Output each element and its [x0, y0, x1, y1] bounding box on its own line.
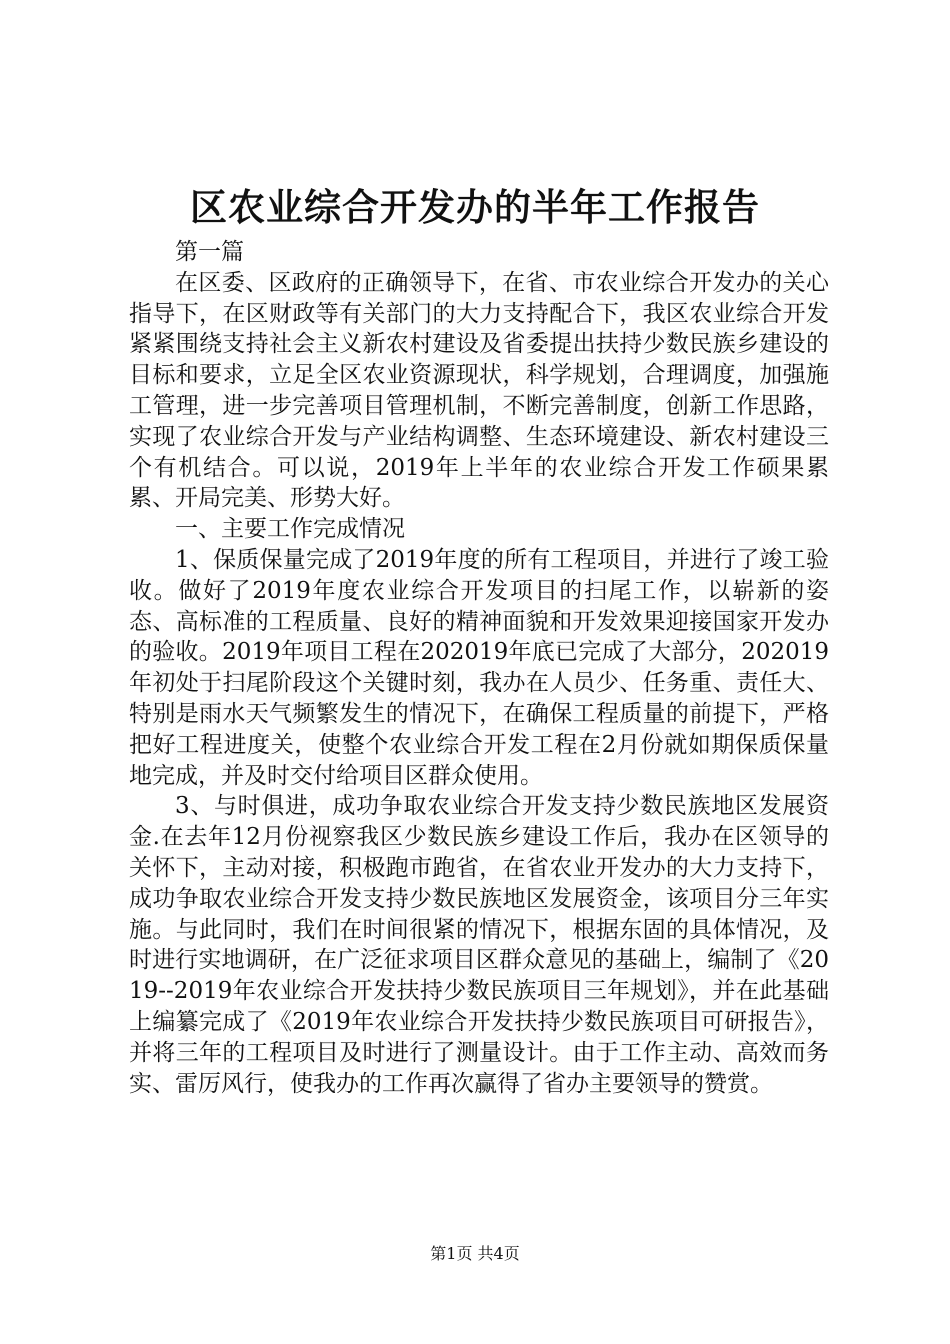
- document-body: [129, 237, 829, 1099]
- section-heading: 第一篇: [175, 239, 244, 265]
- body-paragraph: 1、保质保量完成了2019年度的所有工程项目，并进行了竣工验收。做好了2019年度农业综合开发项目的扫尾工作，以崭新的姿态、高标准的工程质量、良好的精神面貌和开发效果迎接国家开发办的验收。2019年项目工程在202019年底已完成了大部分，202019年初处于扫尾阶段这个关键时刻，我办在人员少、任务重、责任大、特别是雨水天气频繁发生的情况下，在确保工程质量的前提下，严格把好工程进度关，使整个农业综合开发工程在2月份就如期保质保量地完成，并及时交付给项目区群众使用。: [129, 546, 829, 789]
- subsection-heading: 一、主要工作完成情况: [175, 516, 405, 543]
- body-paragraph: 在区委、区政府的正确领导下，在省、市农业综合开发办的关心指导下，在区财政等有关部门的大力支持配合下，我区农业综合开发紧紧围绕支持社会主义新农村建设及省委提出扶持少数民族乡建设的目标和要求，立足全区农业资源现状，科学规划，合理调度，加强施工管理，进一步完善项目管理机制，不断完善制度，创新工作思路，实现了农业综合开发与产业结构调整、生态环境建设、新农村建设三个有机结合。可以说，2019年上半年的农业综合开发工作硕果累累、开局完美、形势大好。: [129, 269, 829, 512]
- page-footer: 第1页 共4页: [430, 1244, 520, 1263]
- body-paragraph: 3、与时俱进，成功争取农业综合开发支持少数民族地区发展资金.在去年12月份视察我区少数民族乡建设工作后，我办在区领导的关怀下，主动对接，积极跑市跑省，在省农业开发办的大力支持下，成功争取农业综合开发支持少数民族地区发展资金，该项目分三年实施。与此同时，我们在时间很紧的情况下，根据东固的具体情况，及时进行实地调研，在广泛征求项目区群众意见的基础上，编制了《2019--2019年农业综合开发扶持少数民族项目三年规划》，并在此基础上编纂完成了《2019年农业综合开发扶持少数民族项目可研报告》，并将三年的工程项目及时进行了测量设计。由于工作主动、高效而务实、雷厉风行，使我办的工作再次赢得了省办主要领导的赞赏。: [129, 793, 829, 1097]
- document-title: 区农业综合开发办的半年工作报告: [190, 185, 760, 229]
